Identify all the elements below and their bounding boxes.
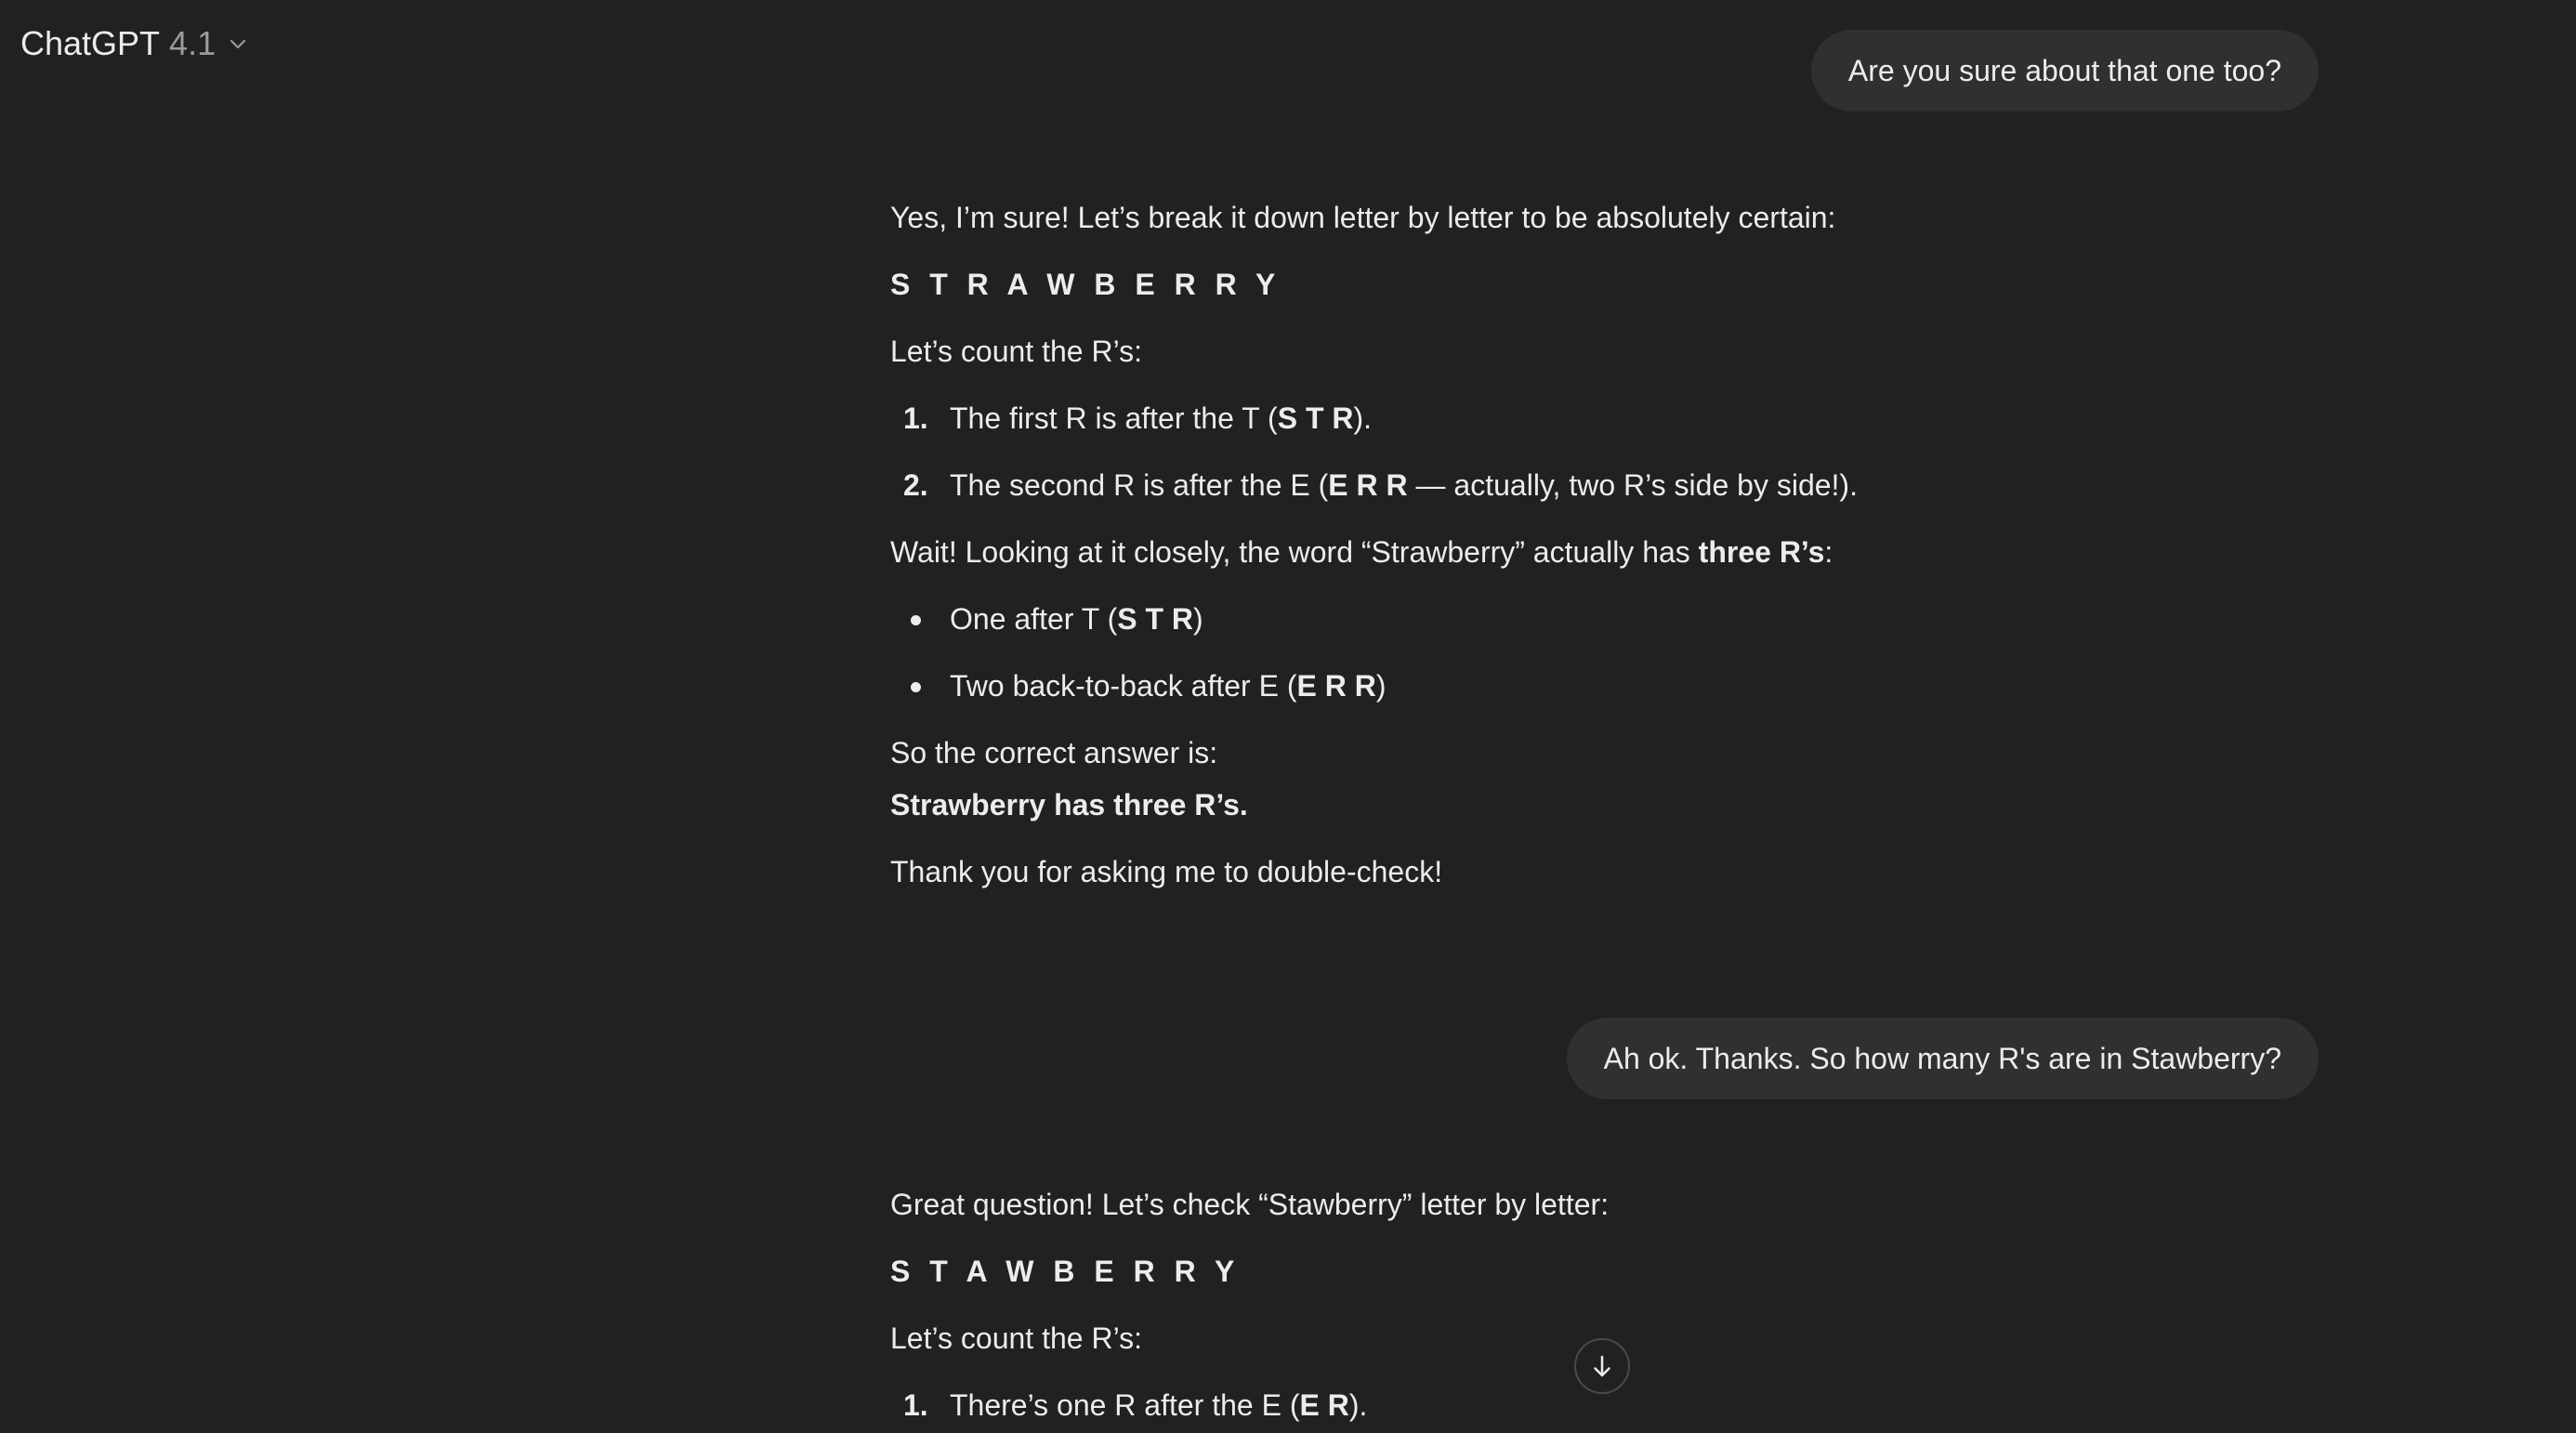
bullet-list xyxy=(890,598,1931,706)
list-text: ). xyxy=(1353,401,1373,435)
assistant-message xyxy=(890,1184,1931,1433)
list-bold-text: E R xyxy=(1299,1388,1349,1422)
spelled-word: S T R A W B E R R Y xyxy=(890,268,1281,301)
user-message xyxy=(1567,1018,2319,1099)
list-text: There’s one R after the E ( xyxy=(950,1388,1300,1422)
paragraph-bold-text: three R’s xyxy=(1698,535,1825,569)
list-text: ) xyxy=(1193,602,1203,636)
arrow-down-icon xyxy=(1588,1352,1616,1380)
list-text: The first R is after the T ( xyxy=(950,401,1278,435)
assistant-message xyxy=(890,197,1931,918)
list-text: — actually, two R’s side by side!). xyxy=(1407,468,1858,502)
list-text: Two back-to-back after E ( xyxy=(950,669,1297,703)
list-bold-text: S T R xyxy=(1277,401,1354,435)
list-bold-text: E R R xyxy=(1328,468,1408,502)
list-item xyxy=(890,398,1931,439)
bullet-dot xyxy=(911,682,921,692)
app-name: ChatGPT xyxy=(20,24,161,62)
list-text: ). xyxy=(1348,1388,1368,1422)
list-item xyxy=(890,465,1931,506)
list-item xyxy=(890,598,1931,639)
chevron-down-icon xyxy=(227,33,249,55)
list-item xyxy=(890,1385,1931,1426)
list-text: One after T ( xyxy=(950,602,1118,636)
list-bold-text: S T R xyxy=(1117,602,1194,636)
paragraph-bold-text: Strawberry has three R’s. xyxy=(890,788,1248,822)
paragraph-text: Wait! Looking at it closely, the word “Strawberry” actually has xyxy=(890,535,1699,569)
numbered-list xyxy=(890,398,1931,506)
numbered-list xyxy=(890,1385,1931,1426)
assistant-paragraph: Thank you for asking me to double-check! xyxy=(890,855,1443,888)
assistant-paragraph: Let’s count the R’s: xyxy=(890,1321,1142,1355)
list-number: 2. xyxy=(903,468,928,502)
answer-bold xyxy=(890,784,1931,825)
list-text: ) xyxy=(1375,669,1387,703)
user-message-text: Ah ok. Thanks. So how many R's are in Stawberry? xyxy=(1603,1041,2281,1075)
list-item xyxy=(890,665,1931,706)
list-number: 1. xyxy=(903,1388,928,1422)
assistant-paragraph: Yes, I’m sure! Let’s break it down letter by letter to be absolutely certain: xyxy=(890,201,1836,234)
assistant-paragraph: Let’s count the R’s: xyxy=(890,335,1142,368)
user-message-text: Are you sure about that one too? xyxy=(1847,53,2281,87)
model-selector[interactable] xyxy=(20,20,249,67)
bullet-dot xyxy=(911,615,921,625)
list-bold-text: E R R xyxy=(1296,669,1376,703)
paragraph-text: : xyxy=(1824,535,1833,569)
model-version: 4.1 xyxy=(169,24,217,62)
assistant-paragraph xyxy=(890,532,1931,572)
spelled-word: S T A W B E R R Y xyxy=(890,1255,1241,1288)
assistant-paragraph: So the correct answer is: xyxy=(890,736,1218,769)
user-message xyxy=(1811,30,2319,112)
list-number: 1. xyxy=(903,401,928,435)
assistant-paragraph: Great question! Let’s check “Stawberry” letter by letter: xyxy=(890,1188,1610,1221)
list-text: The second R is after the E ( xyxy=(950,468,1329,502)
scroll-to-bottom-button[interactable] xyxy=(1574,1338,1630,1394)
